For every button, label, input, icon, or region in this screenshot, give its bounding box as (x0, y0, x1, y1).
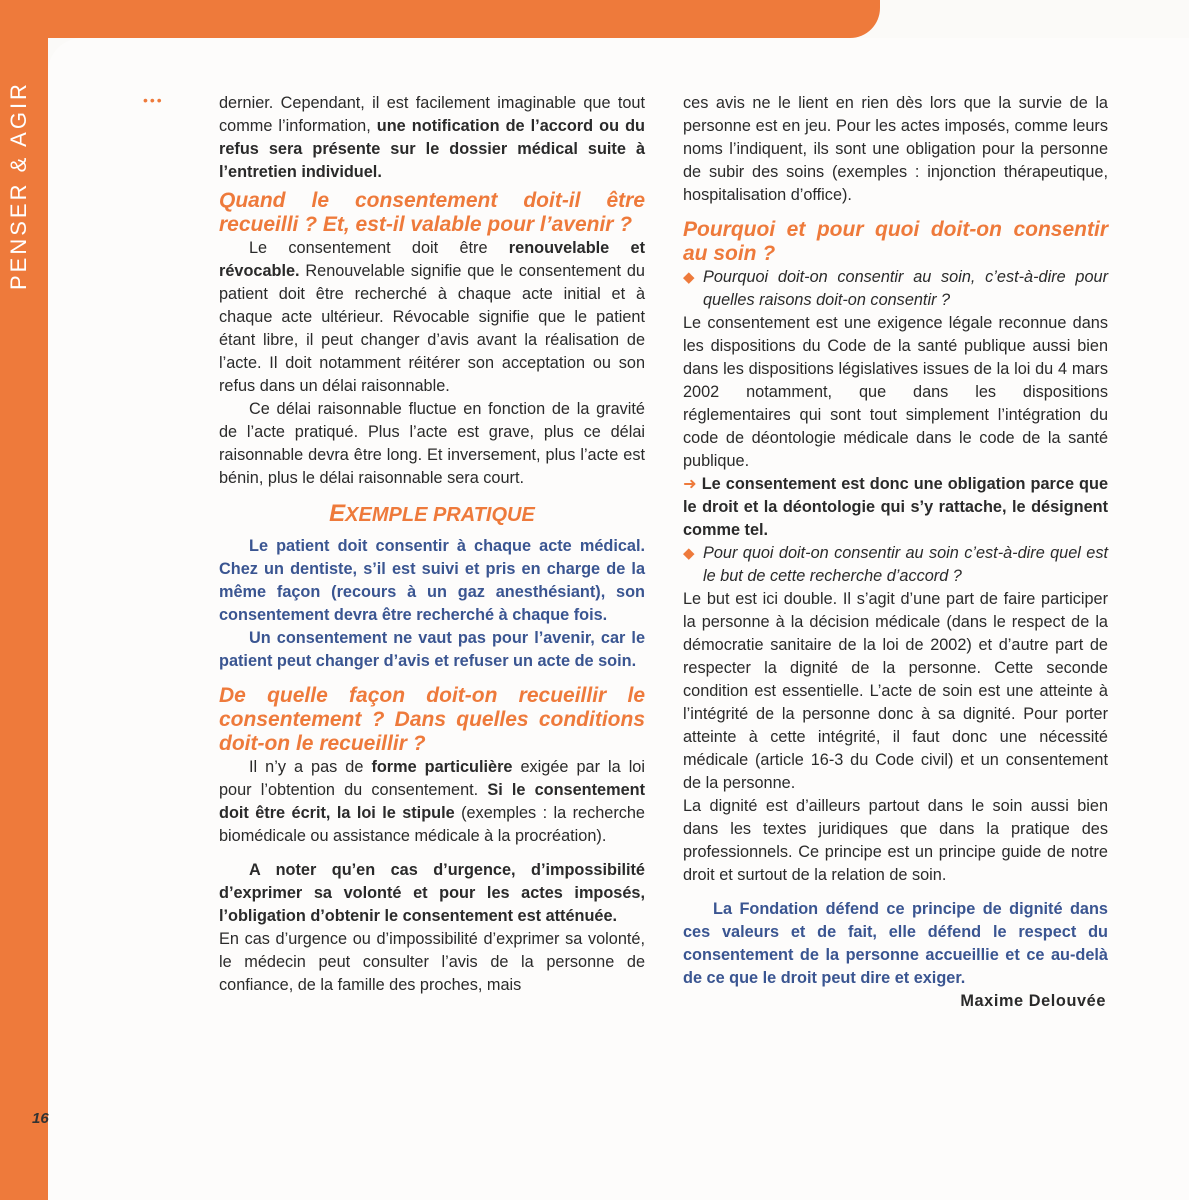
diamond-icon: ◆ (683, 545, 695, 562)
paragraph: dernier. Cependant, il est facilement imaginable que tout comme l’information, une notification de l’accord ou du refus sera présente sur le dossier médical suite à l’entretien individuel. (219, 94, 645, 181)
question: ◆ Pourquoi doit-on consentir au soin, c’est-à-dire pour quelles raisons doit-on consentir ? (683, 268, 1108, 309)
section-label: PENSER & AGIR (6, 81, 31, 290)
paragraph: A noter qu’en cas d’urgence, d’impossibilité d’exprimer sa volonté et pour les actes imposés, l’obligation d’obtenir le consentement est atténuée. (219, 861, 645, 925)
arrow-icon: ➜ (683, 475, 697, 493)
example-paragraph: Le patient doit consentir à chaque acte médical. Chez un dentiste, s’il est suivi et pris en charge de la même façon (recours à un gaz anesthésiant), son consentement devra être recherché à chaque fois. (219, 537, 645, 624)
exemple-pratique-title: EXEMPLE PRATIQUE (329, 500, 535, 527)
paragraph: ➜ Le consentement est donc une obligation parce que le droit et la déontologie qui s’y rattache, le désignent comme tel. (683, 475, 1108, 539)
right-column (683, 92, 1108, 1013)
paragraph: Le but est ici double. Il s’agit d’une part de faire participer la personne à la décision médicale (dans le respect de la démocratie sanitaire de la loi de 2002) et d’autre part de respecter la dignité de la personne. Cette seconde condition est essentielle. L’acte de soin est une atteinte à l’intégrité de la personne donc à sa dignité. Pour porter atteinte à cette intégrité, il faut donc une nécessité médicale (article 16-3 du Code civil) et un consentement de la personne. (683, 590, 1108, 792)
paragraph: ces avis ne le lient en rien dès lors que la survie de la personne est en jeu. Pour les actes imposés, comme leurs noms l’indiquent, ils sont une obligation pour la personne de subir des soins (exemples : injonction thérapeutique, hospitalisation d’office). (683, 94, 1108, 204)
section-heading: Pourquoi et pour quoi doit-on consentir au soin ? (683, 218, 1108, 265)
continuation-dots: ••• (143, 92, 164, 108)
paragraph: Ce délai raisonnable fluctue en fonction de la gravité de l’acte pratiqué. Plus l’acte est grave, plus ce délai raisonnable devra être long. Et inversement, plus l’acte est bénin, plus le délai raisonnable sera court. (219, 400, 645, 487)
paragraph: En cas d’urgence ou d’impossibilité d’exprimer sa volonté, le médecin peut consulter l’avis de la personne de confiance, de la famille des proches, mais (219, 930, 645, 994)
paragraph: La dignité est d’ailleurs partout dans le soin aussi bien dans les textes juridiques que dans la pratique des professionnels. Ce principe est un principe guide de notre droit et surtout de la relation de soin. (683, 797, 1108, 884)
page-number: 16 (32, 1110, 49, 1127)
section-heading: Quand le consentement doit-il être recueilli ? Et, est-il valable pour l’avenir ? (219, 189, 645, 236)
author-signature: Maxime Delouvée (960, 992, 1106, 1010)
section-heading: De quelle façon doit-on recueillir le consentement ? Dans quelles conditions doit-on le recueillir ? (219, 684, 645, 755)
question: ◆ Pour quoi doit-on consentir au soin c’est-à-dire quel est le but de cette recherche d’accord ? (683, 544, 1108, 585)
top-orange-band (0, 0, 880, 38)
paragraph: Le consentement est une exigence légale reconnue dans les dispositions du Code de la santé publique aussi bien dans les dispositions législatives issues de la loi du 4 mars 2002 notamment, que dans les dispositions réglementaires qui sont tout simplement l’intégration du code de déontologie médicale dans le code de la santé publique. (683, 314, 1108, 470)
conclusion-paragraph: La Fondation défend ce principe de dignité dans ces valeurs et de fait, elle défend le respect du consentement de la personne accueillie et ce au-delà de ce que le droit peut dire et exiger. (683, 900, 1108, 987)
diamond-icon: ◆ (683, 269, 695, 286)
example-paragraph: Un consentement ne vaut pas pour l’avenir, car le patient peut changer d’avis et refuser un acte de soin. (219, 629, 645, 670)
paragraph: Le consentement doit être renouvelable et révocable. Renouvelable signifie que le consentement du patient doit être recherché à chaque acte initial et à chaque acte ultérieur. Révocable signifie que le patient étant libre, il peut changer d’avis avant la réalisation de l’acte. Il doit notamment réitérer son acceptation ou son refus dans un délai raisonnable. (219, 239, 645, 395)
left-column (219, 92, 645, 997)
paragraph: Il n’y a pas de forme particulière exigée par la loi pour l’obtention du consentement. Si le consentement doit être écrit, la loi le stipule (exemples : la recherche biomédicale ou assistance médicale à la procréation). (219, 758, 645, 845)
